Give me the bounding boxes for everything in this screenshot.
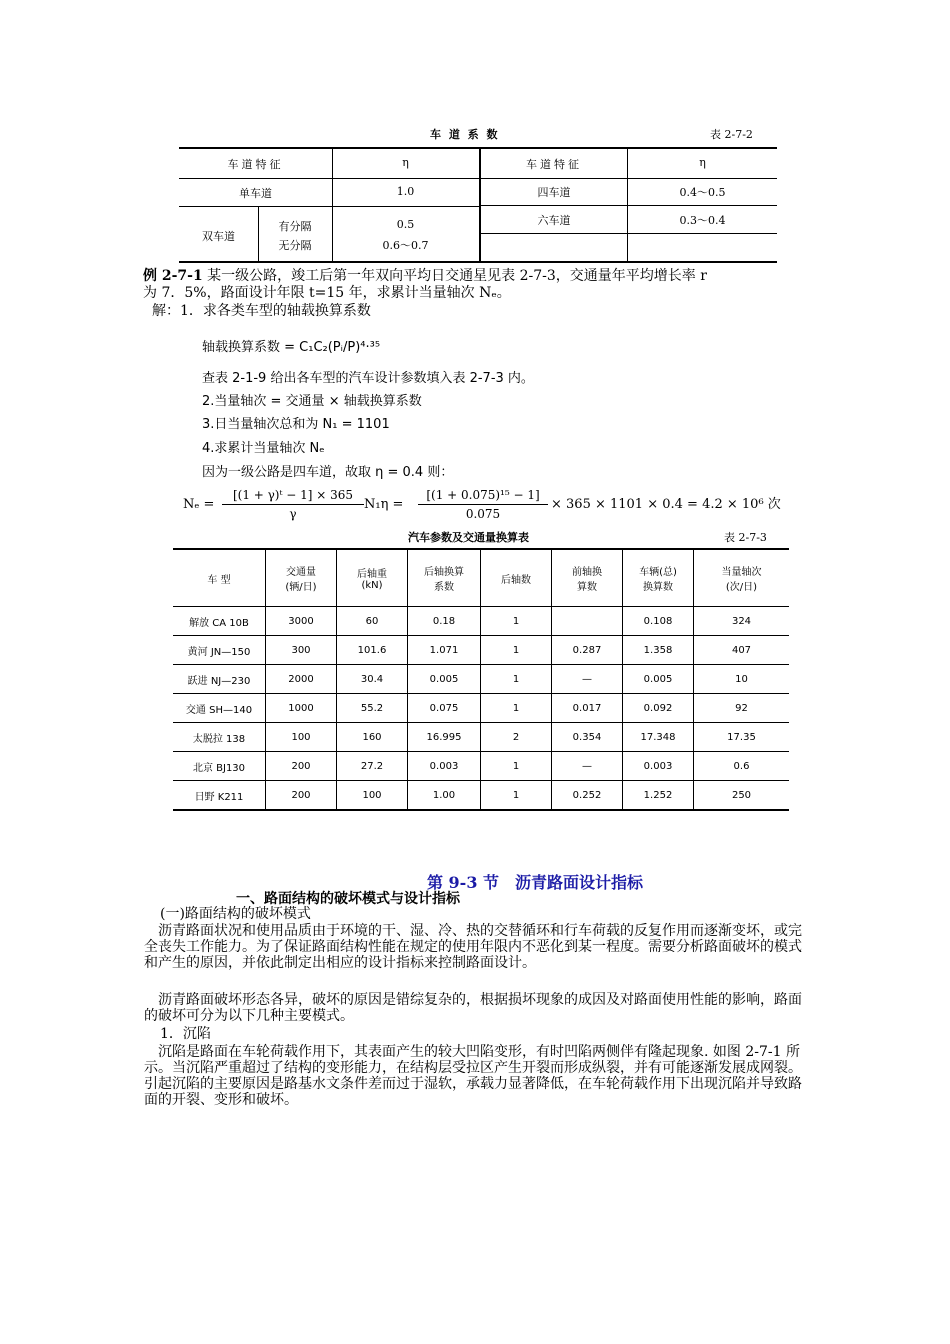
table-cell: 日野 K211 [173,781,266,811]
table-cell: 1.252 [623,781,694,811]
table-272-label: 表 2-7-2 [710,128,753,141]
table-cell: 250 [694,781,790,811]
table-header-row [173,549,789,607]
table-header-traffic: 交通量 (辆/日) [266,549,337,607]
table-cell: 17.35 [694,723,790,752]
table-272-r2-c2b: 0.6～0.7 [382,239,429,252]
table-cell: 0.075 [408,694,481,723]
table-cell: 407 [694,636,790,665]
formula-denominator-1: γ [289,507,297,521]
table-cell: 0.252 [552,781,623,811]
table-272-r1-c1: 单车道 [239,187,272,200]
table-272-title: 车 道 系 数 [430,128,500,141]
table-row [173,723,789,752]
table-cell: 0.18 [408,607,481,636]
table-cell: 0.6 [694,752,790,781]
table-cell: 北京 BJ130 [173,752,266,781]
table-272-r2-c1b: 无分隔 [278,239,312,252]
table-272-r1-c4: 0.4～0.5 [679,186,726,199]
solution-step-4: 4.求累计当量轴次 Nₑ [202,441,325,456]
table-272-r2-c1a: 有分隔 [278,220,312,233]
table-cell: 交通 SH—140 [173,694,266,723]
table-cell: 1.071 [408,636,481,665]
table-272-header-2: η [402,156,409,169]
table-273-title: 汽车参数及交通量换算表 [408,531,529,544]
table-cell: 0.287 [552,636,623,665]
table-header-total-factor: 车辆(总) 换算数 [623,549,694,607]
table-272-r2-c4: 0.3～0.4 [679,214,726,227]
table-272-header-4: η [699,156,706,169]
formula-denominator-2: 0.075 [465,507,501,521]
table-cell: 100 [337,781,408,811]
table-cell: 10 [694,665,790,694]
formula-rhs: × 365 × 1101 × 0.4 = 4.2 × 10⁶ 次 [551,497,781,512]
subsection-heading: (一)路面结构的破坏模式 [160,906,311,922]
table-cell: 黄河 JN—150 [173,636,266,665]
vehicle-parameter-table [173,548,789,811]
table-cell: 324 [694,607,790,636]
table-272-row-rule-left [179,206,479,207]
solution-step-3: 3.日当量轴次总和为 N₁ = 1101 [202,417,390,432]
table-272-top-rule [179,147,777,149]
table-cell: 300 [266,636,337,665]
table-cell: 101.6 [337,636,408,665]
table-272-r1-c3: 四车道 [537,186,571,199]
table-cell: 1 [481,781,552,811]
section-subtitle: 一、路面结构的破坏模式与设计指标 [236,891,460,907]
paragraph-3: 沉陷是路面在车轮荷载作用下，其表面产生的较大凹陷变形，有时凹陷两侧伴有隆起现象. 如图 2-7-1 所示。当沉陷严重超过了结构的变形能力，在结构层受拉区产生开裂而形成纵裂，并有可能逐渐发展成网裂。引起沉陷的主要原因是路基水文条件差而过于湿软，承载力显著降低，在车轮荷载作用下出现沉陷并导致路面的开裂、变形和破坏。 [144,1044,802,1108]
table-cell: 0.003 [408,752,481,781]
table-header-rear-axles: 后轴数 [481,549,552,607]
table-header-rear-axle-load: 后轴重 (kN) [337,549,408,607]
table-header-equivalent-axles: 当量轴次 (次/日) [694,549,790,607]
item-1-heading: 1．沉陷 [160,1026,211,1042]
solution-step-1: 解：1．求各类车型的轴载换算系数 [152,303,371,319]
table-272-header-1: 车道特征 [227,158,284,171]
table-cell: 1.00 [408,781,481,811]
table-272-r1-c2: 1.0 [396,185,415,198]
paragraph-1: 沥青路面状况和使用品质由于环境的干、湿、冷、热的交替循环和行车荷载的反复作用而逐渐变坏，或完全丧失工作能力。为了保证路面结构性能在规定的使用年限内不恶化到某一程度。需要分析路面破坏的模式和产生的原因，并依此制定出相应的设计指标来控制路面设计。 [144,923,802,971]
table-272-header-3: 车道特征 [526,158,582,171]
table-272-header-rule [179,178,777,179]
table-cell: 解放 CA 10B [173,607,266,636]
example-text-1: 某一级公路，竣工后第一年双向平均日交通星见表 2-7-3，交通量年平均增长率 r [207,268,707,284]
formula-fraction-bar-2 [418,504,548,505]
table-cell: 0.005 [623,665,694,694]
table-row [173,752,789,781]
formula-axle-conversion: 轴载换算系数 = C₁C₂(Pᵢ/P)⁴·³⁵ [202,340,381,355]
example-label: 例 2-7-1 [143,268,203,284]
table-header-front-factor: 前轴换 算数 [552,549,623,607]
table-cell: 0.354 [552,723,623,752]
section-title: 第 9-3 节 沥青路面设计指标 [426,873,644,892]
table-cell: 0.005 [408,665,481,694]
table-cell: 92 [694,694,790,723]
table-cell: 跃进 NJ—230 [173,665,266,694]
table-cell: 27.2 [337,752,408,781]
formula-numerator-2: [(1 + 0.075)¹⁵ − 1] [426,488,540,502]
solution-step-1b: 查表 2-1-9 给出各车型的汽车设计参数填入表 2-7-3 内。 [202,371,534,386]
table-272-row-rule-right [480,205,777,206]
formula-ne-lhs: Nₑ = [183,497,215,512]
table-cell: 30.4 [337,665,408,694]
table-header-vehicle: 车 型 [173,549,266,607]
table-cell: 2000 [266,665,337,694]
table-row [173,607,789,636]
table-cell: 0.108 [623,607,694,636]
table-cell: 3000 [266,607,337,636]
table-cell: 1 [481,607,552,636]
table-cell: 17.348 [623,723,694,752]
solution-step-2: 2.当量轴次 = 交通量 × 轴载换算系数 [202,394,422,409]
table-272-r2-c2a: 0.5 [396,218,415,231]
table-cell: 1000 [266,694,337,723]
table-cell: 太脱拉 138 [173,723,266,752]
table-cell: 16.995 [408,723,481,752]
table-272-r2-c1: 双车道 [202,230,235,243]
table-cell: 2 [481,723,552,752]
table-row [173,781,789,811]
table-cell: 1 [481,694,552,723]
table-row [173,694,789,723]
table-cell: 1 [481,636,552,665]
table-cell: 60 [337,607,408,636]
table-cell: 1 [481,665,552,694]
table-272-r2-c3: 六车道 [537,214,571,227]
formula-numerator-1: [(1 + γ)ᵗ − 1] × 365 [232,488,354,502]
table-cell: — [552,752,623,781]
table-273-label: 表 2-7-3 [724,531,767,544]
table-cell: 160 [337,723,408,752]
table-row [173,636,789,665]
table-row [173,665,789,694]
table-cell [552,607,623,636]
example-line-1 [143,268,803,284]
paragraph-2: 沥青路面破坏形态各异，破坏的原因是错综复杂的，根据损坏现象的成因及对路面使用性能的影响，路面的破坏可分为以下几种主要模式。 [144,992,802,1024]
example-line-2: 为 7．5%，路面设计年限 t=15 年，求累计当量轴次 Nₑ。 [143,285,511,301]
table-cell: 1.358 [623,636,694,665]
solution-step-5: 因为一级公路是四车道，故取 η = 0.4 则： [202,465,454,480]
table-272-row-rule-right2 [480,233,777,234]
table-cell: 0.017 [552,694,623,723]
table-cell: 200 [266,781,337,811]
table-cell: 200 [266,752,337,781]
table-cell: 0.003 [623,752,694,781]
formula-fraction-bar-1 [222,504,364,505]
table-cell: 1 [481,752,552,781]
table-cell: — [552,665,623,694]
table-header-rear-factor: 后轴换算 系数 [408,549,481,607]
formula-mid: N₁η = [364,497,404,512]
table-cell: 100 [266,723,337,752]
table-272-bottom-rule [179,261,777,263]
table-cell: 55.2 [337,694,408,723]
table-cell: 0.092 [623,694,694,723]
